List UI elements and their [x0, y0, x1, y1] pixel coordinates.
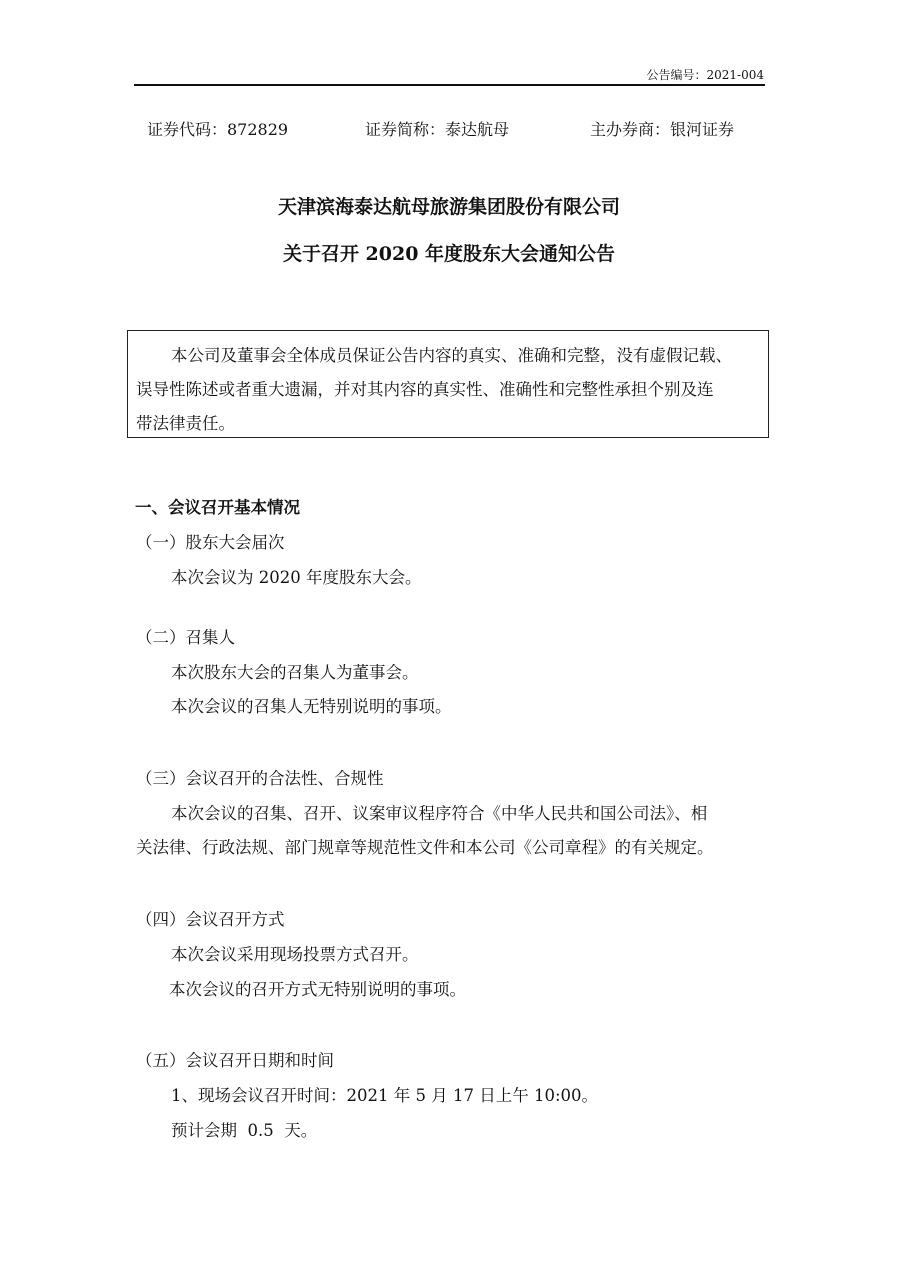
paragraph: 预计会期 0.5 天。 [171, 1121, 318, 1140]
subsection-heading-5: （五）会议召开日期和时间 [136, 1051, 334, 1070]
paragraph: 本次会议采用现场投票方式召开。 [171, 945, 419, 964]
paragraph: 关法律、行政法规、部门规章等规范性文件和本公司《公司章程》的有关规定。 [136, 838, 714, 857]
subsection-heading-4: （四）会议召开方式 [136, 910, 285, 929]
header-rule [134, 84, 765, 86]
announcement-number: 公告编号：2021-004 [646, 68, 764, 82]
paragraph: 本次会议为 2020 年度股东大会。 [171, 568, 422, 587]
paragraph: 本次股东大会的召集人为董事会。 [171, 663, 419, 682]
paragraph: 1、现场会议召开时间：2021 年 5 月 17 日上午 10:00。 [171, 1086, 599, 1105]
paragraph: 本次会议的召开方式无特别说明的事项。 [169, 980, 466, 999]
subsection-heading-3: （三）会议召开的合法性、合规性 [136, 769, 384, 788]
subsection-heading-2: （二）召集人 [136, 628, 235, 647]
disclaimer-line-2: 误导性陈述或者重大遗漏，并对其内容的真实性、准确性和完整性承担个别及连 [136, 380, 714, 399]
securities-code: 证券代码：872829 [147, 120, 289, 139]
securities-short-name: 证券简称：泰达航母 [365, 120, 510, 139]
subsection-heading-1: （一）股东大会届次 [136, 533, 285, 552]
document-title-line2: 关于召开 2020 年度股东大会通知公告 [282, 243, 616, 265]
section-heading: 一、会议召开基本情况 [135, 498, 300, 517]
disclaimer-line-3: 带法律责任。 [136, 414, 235, 433]
paragraph: 本次会议的召集、召开、议案审议程序符合《中华人民共和国公司法》、相 [171, 804, 708, 823]
sponsor-broker: 主办券商：银河证券 [590, 120, 735, 139]
document-title-line1: 天津滨海泰达航母旅游集团股份有限公司 [277, 196, 620, 218]
paragraph: 本次会议的召集人无特别说明的事项。 [171, 697, 452, 716]
disclaimer-line-1: 本公司及董事会全体成员保证公告内容的真实、准确和完整，没有虚假记载、 [171, 346, 732, 365]
